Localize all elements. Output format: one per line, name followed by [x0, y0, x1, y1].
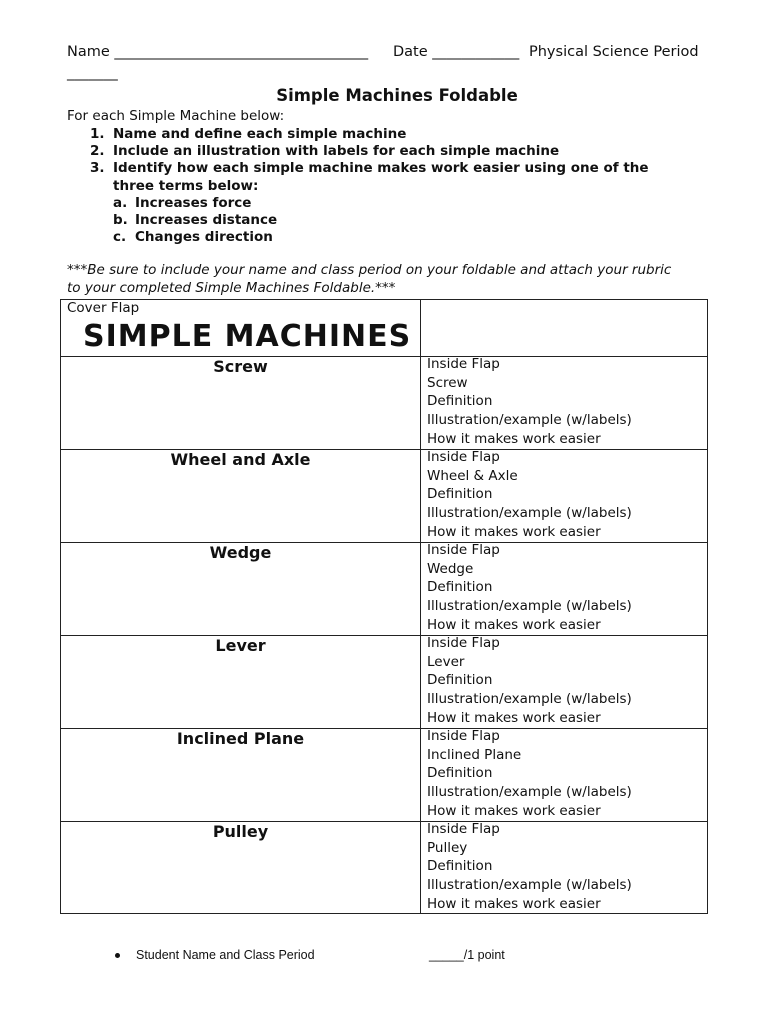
list-item: Definition [427, 672, 493, 689]
flap-name-wedge: Wedge [209, 543, 272, 562]
instruction-number: 1. [90, 126, 105, 142]
list-item: How it makes work easier [427, 430, 601, 447]
page-title: Simple Machines Foldable [276, 86, 518, 105]
rubric-points: _____/1 point [429, 948, 505, 962]
intro-text: For each Simple Machine below: [67, 108, 285, 124]
list-item: Definition [427, 486, 493, 503]
flap-name-inclined-plane: Inclined Plane [176, 729, 305, 748]
term-letter: c. [113, 229, 127, 245]
period-blank: _______ [67, 65, 118, 81]
list-item: Definition [427, 858, 493, 875]
list-item: Inside Flap [427, 542, 500, 558]
bullet-icon [115, 953, 120, 958]
list-item: Definition [427, 765, 493, 782]
date-field-label: Date ____________ [393, 44, 520, 60]
flap-name-pulley: Pulley [212, 822, 269, 841]
instruction-text: Name and define each simple machine [113, 126, 407, 142]
list-item: How it makes work easier [427, 802, 601, 819]
list-item: Illustration/example (w/labels) [427, 877, 632, 894]
instruction-number: 2. [90, 143, 105, 159]
list-item: How it makes work easier [427, 895, 601, 912]
list-item: Inside Flap [427, 821, 500, 837]
inside-flap-list [427, 448, 707, 542]
flap-name-screw: Screw [213, 357, 268, 376]
list-item: Wheel & Axle [427, 467, 518, 484]
list-item: Pulley [427, 839, 468, 856]
foldable-table [60, 299, 708, 914]
list-item: Inclined Plane [427, 746, 522, 763]
cover-title: SIMPLE MACHINES [83, 319, 412, 354]
note-line: to your completed Simple Machines Foldable.*** [67, 280, 396, 296]
term-text: Changes direction [135, 229, 273, 245]
inside-flap-list [427, 541, 707, 635]
note-line: ***Be sure to include your name and class period on your foldable and attach your rubric [67, 262, 672, 278]
list-item: Inside Flap [427, 728, 500, 744]
list-item: Lever [427, 653, 465, 670]
term-text: Increases force [135, 195, 252, 211]
list-item: Screw [427, 374, 468, 391]
term-letter: a. [113, 195, 128, 211]
list-item: Illustration/example (w/labels) [427, 505, 632, 522]
inside-flap-list [427, 727, 707, 821]
inside-flap-list [427, 355, 707, 449]
name-field-label: Name ___________________________________ [67, 44, 369, 60]
list-item: Wedge [427, 560, 474, 577]
list-item: Illustration/example (w/labels) [427, 412, 632, 429]
list-item: How it makes work easier [427, 709, 601, 726]
rubric-item: Student Name and Class Period [136, 948, 315, 962]
cover-flap-label: Cover Flap [67, 300, 140, 316]
list-item: Inside Flap [427, 356, 500, 372]
list-item: How it makes work easier [427, 616, 601, 633]
term-letter: b. [113, 212, 128, 228]
instruction-text: Include an illustration with labels for each simple machine [113, 143, 560, 159]
flap-name-lever: Lever [215, 636, 266, 655]
instruction-number: 3. [90, 160, 105, 176]
instruction-text: Identify how each simple machine makes work easier using one of the [113, 160, 649, 176]
list-item: Inside Flap [427, 635, 500, 651]
inside-flap-list [427, 634, 707, 728]
list-item: Inside Flap [427, 449, 500, 465]
list-item: Illustration/example (w/labels) [427, 784, 632, 801]
list-item: How it makes work easier [427, 523, 601, 540]
list-item: Illustration/example (w/labels) [427, 691, 632, 708]
period-label: Physical Science Period [529, 44, 699, 60]
inside-flap-list [427, 820, 707, 914]
list-item: Definition [427, 393, 493, 410]
flap-name-wheel-and-axle: Wheel and Axle [170, 450, 311, 469]
list-item: Definition [427, 579, 493, 596]
list-item: Illustration/example (w/labels) [427, 598, 632, 615]
term-text: Increases distance [135, 212, 278, 228]
instruction-text-continued: three terms below: [113, 178, 259, 194]
